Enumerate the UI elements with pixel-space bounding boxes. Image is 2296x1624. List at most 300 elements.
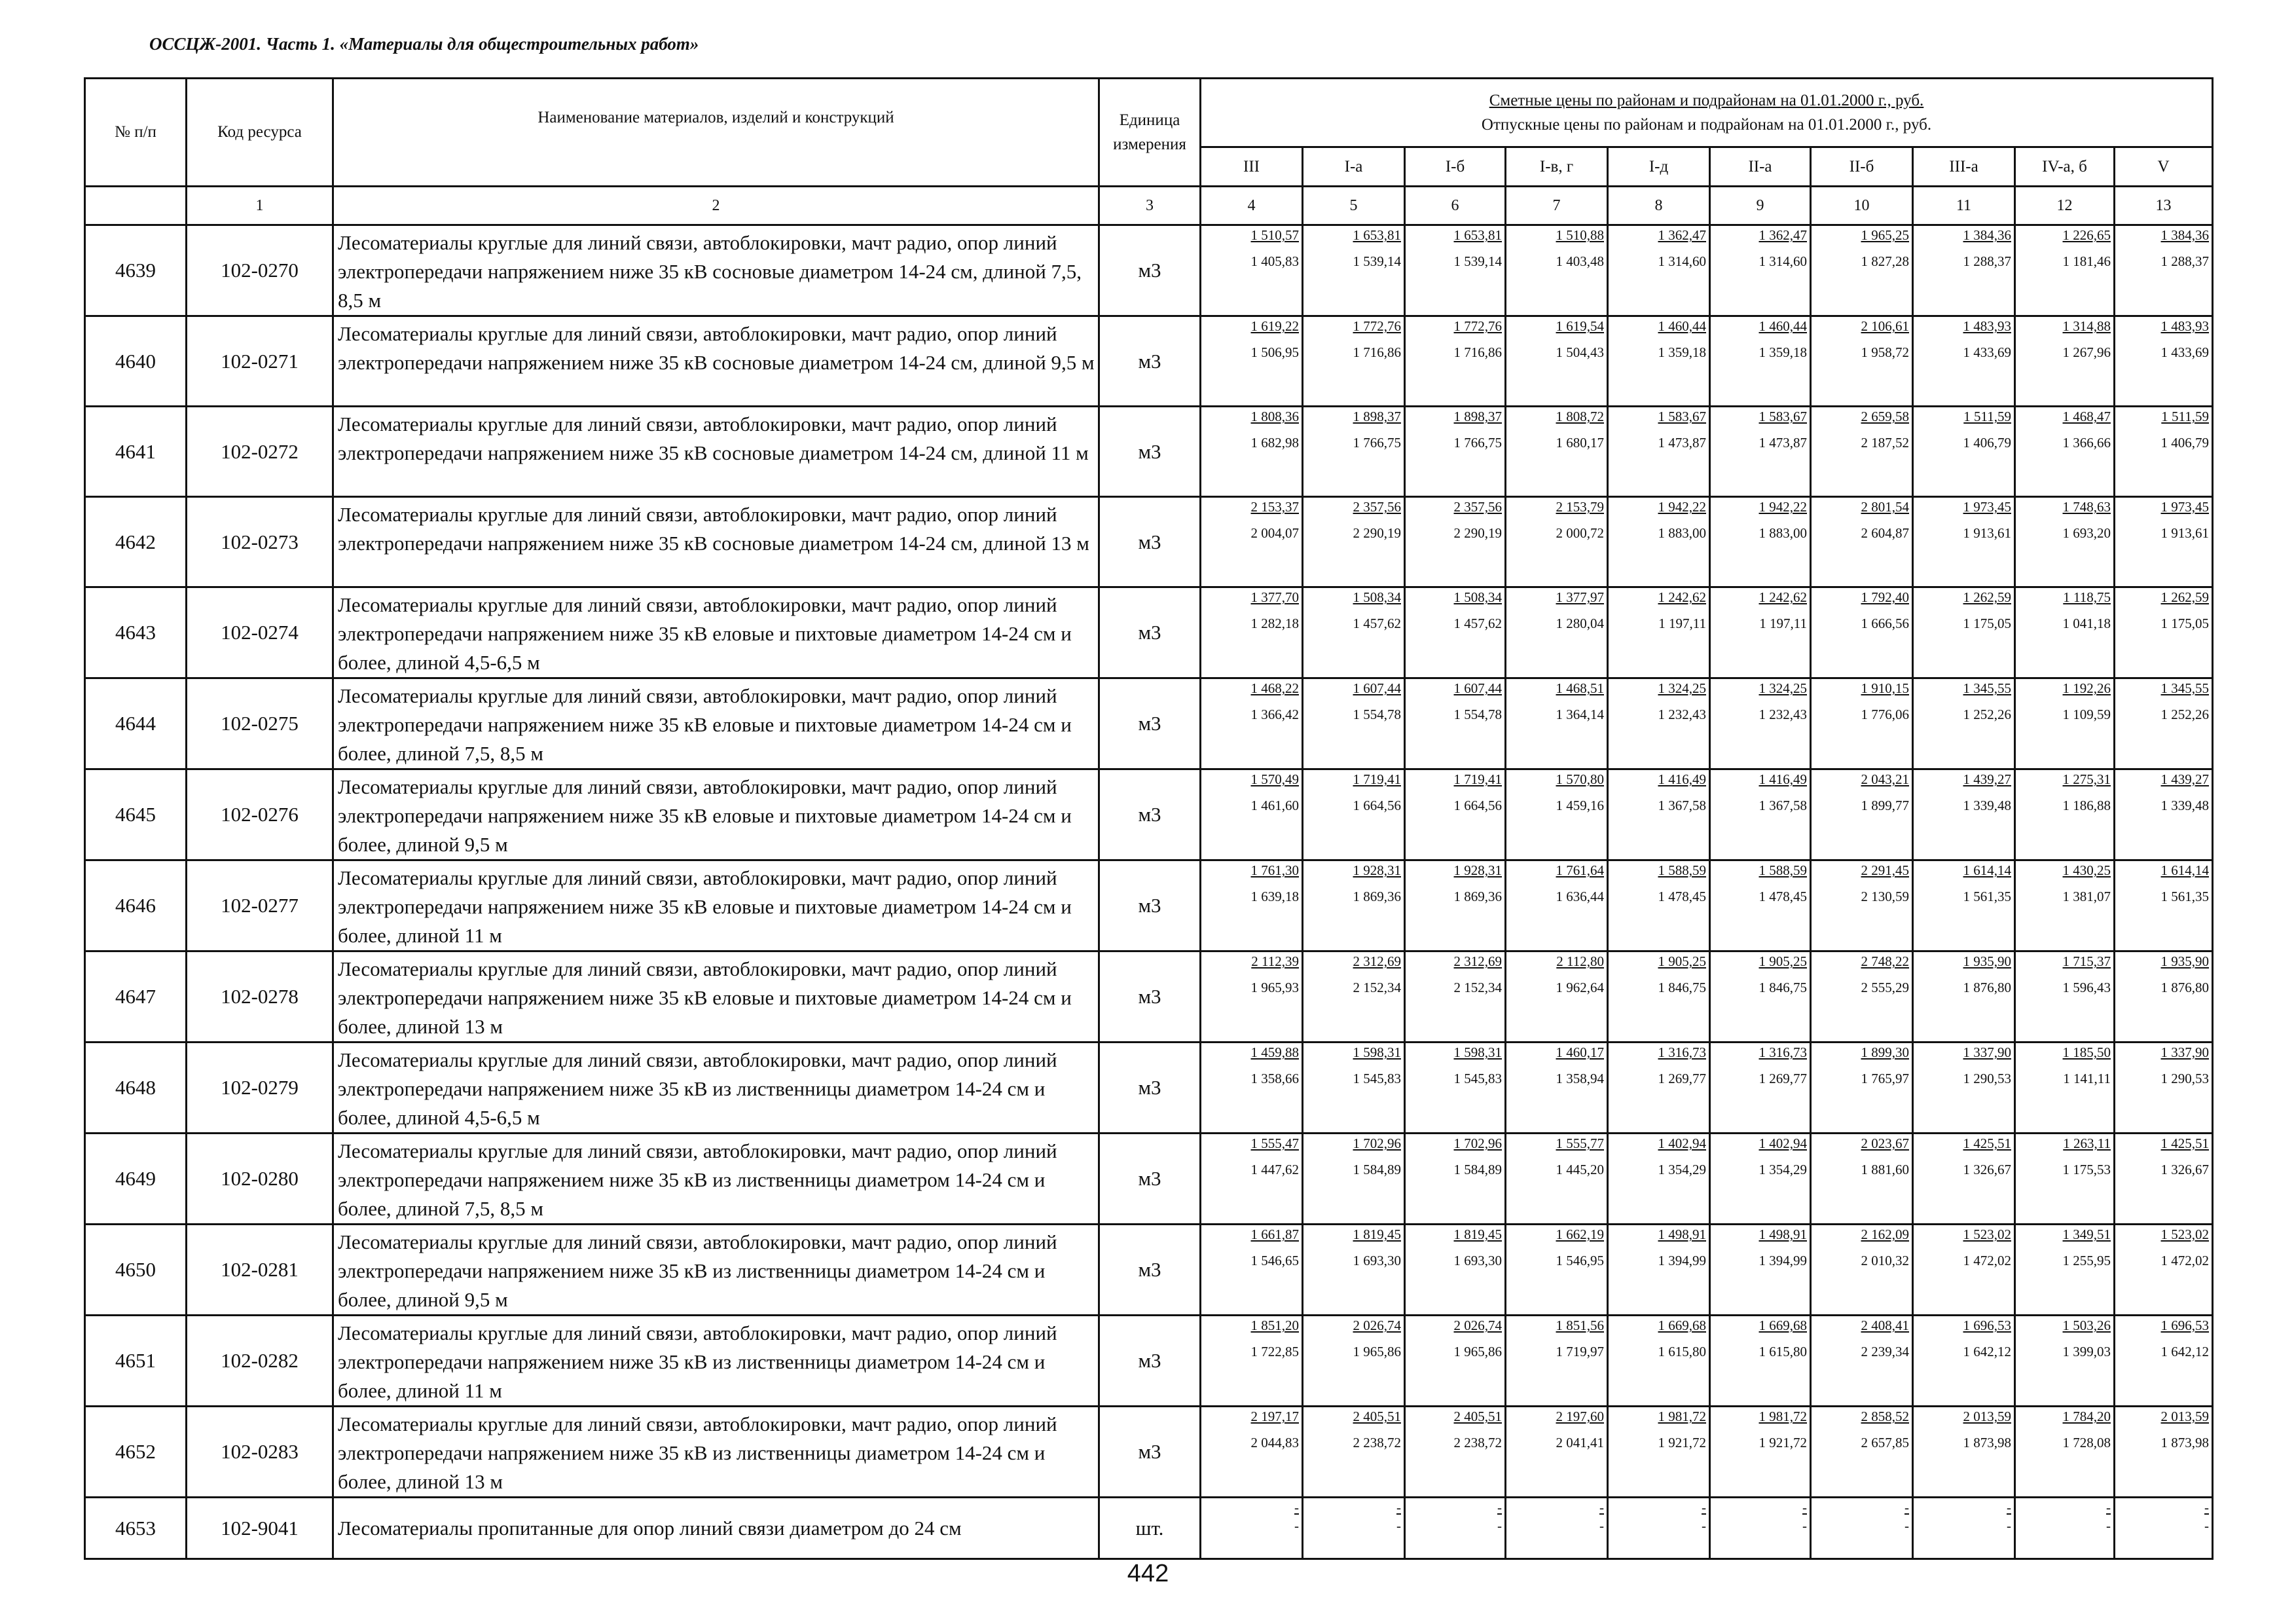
row-number-cell: 4644	[85, 678, 187, 769]
release-price: 2 187,52	[1861, 434, 1909, 451]
release-price: 1 873,98	[2160, 1434, 2210, 1450]
estimate-price: 1 696,53	[1963, 1318, 2011, 1333]
price-cell	[1608, 587, 1710, 678]
estimate-price: 1 935,90	[2160, 953, 2210, 969]
release-price: 1 445,20	[1556, 1161, 1604, 1177]
price-cell	[1811, 860, 1913, 951]
price-cell	[1506, 1316, 1608, 1407]
price-cell	[1506, 1043, 1608, 1134]
estimate-price: 2 405,51	[1353, 1409, 1401, 1424]
estimate-price: 2 162,09	[1861, 1227, 1909, 1242]
price-cell	[1405, 225, 1506, 316]
estimate-price: 1 459,88	[1250, 1044, 1299, 1060]
release-price: 1 716,86	[1353, 344, 1401, 360]
resource-code-cell: 102-0275	[187, 678, 333, 769]
price-cell	[1710, 769, 1811, 860]
price-cell	[2115, 1316, 2213, 1407]
release-price: 1 876,80	[2160, 979, 2210, 995]
estimate-price: 1 460,17	[1556, 1044, 1604, 1060]
estimate-price: 1 377,70	[1250, 589, 1299, 605]
estimate-price: 1 851,56	[1556, 1318, 1604, 1333]
release-price: 2 555,29	[1861, 979, 1909, 995]
release-price: 1 358,94	[1556, 1070, 1604, 1086]
estimate-price: 1 772,76	[1353, 318, 1401, 334]
release-price: 1 041,18	[2062, 615, 2111, 631]
release-price: 1 965,86	[1453, 1343, 1502, 1359]
release-price: 1 394,99	[1658, 1252, 1706, 1268]
estimate-price: 1 402,94	[1758, 1135, 1807, 1151]
release-price: 2 238,72	[1453, 1434, 1502, 1450]
material-name-cell: Лесоматериалы пропитанные для опор линий связи диаметром до 24 см	[333, 1498, 1099, 1559]
table-row	[85, 1225, 2213, 1316]
price-cell	[1303, 1498, 1405, 1559]
row-number-cell: 4646	[85, 860, 187, 951]
price-cell	[2015, 1407, 2115, 1498]
release-price: 1 433,69	[1963, 344, 2011, 360]
estimate-price: 2 112,39	[1251, 953, 1299, 969]
release-price: 1 873,98	[1963, 1434, 2011, 1450]
price-cell	[1506, 1134, 1608, 1225]
release-price: 1 506,95	[1250, 344, 1299, 360]
material-name-cell: Лесоматериалы круглые для линий связи, автоблокировки, мачт радио, опор линий электропередачи напряжением ниже 35 кВ из лиственницы диаметром 14-24 см и более, длиной 4,5-6,5 м	[333, 1043, 1099, 1134]
estimate-price: 2 026,74	[1353, 1318, 1401, 1333]
release-price: -	[1802, 1517, 1807, 1534]
estimate-price: 1 761,30	[1250, 862, 1299, 878]
estimate-price: 1 192,26	[2062, 680, 2111, 696]
price-cell	[1608, 1134, 1710, 1225]
release-price: 1 639,18	[1250, 888, 1299, 904]
estimate-price: 1 619,54	[1556, 318, 1604, 334]
estimate-price: 1 316,73	[1658, 1044, 1706, 1060]
release-price: 1 314,60	[1658, 253, 1706, 269]
estimate-price: 1 819,45	[1353, 1227, 1401, 1242]
estimate-price: 2 748,22	[1861, 953, 1909, 969]
release-price: 1 473,87	[1758, 434, 1807, 451]
release-price: 1 339,48	[2160, 797, 2210, 813]
price-cell	[1303, 1316, 1405, 1407]
price-cell	[2015, 225, 2115, 316]
release-price: 1 728,08	[2062, 1434, 2111, 1450]
estimate-price: 1 337,90	[2160, 1044, 2210, 1060]
price-cell	[1811, 587, 1913, 678]
price-cell	[1303, 587, 1405, 678]
price-cell	[1201, 1043, 1303, 1134]
release-price: -	[1599, 1517, 1604, 1534]
unit-cell: шт.	[1099, 1498, 1201, 1559]
resource-code-cell: 102-0280	[187, 1134, 333, 1225]
estimate-price: 1 792,40	[1861, 589, 1909, 605]
price-cell	[1405, 1498, 1506, 1559]
header-col-code: Код ресурса	[187, 79, 333, 187]
price-cell	[2115, 316, 2213, 407]
release-price: 1 642,12	[1963, 1343, 2011, 1359]
estimate-price: 1 662,19	[1556, 1227, 1604, 1242]
price-cell	[1710, 951, 1811, 1043]
price-cell	[1303, 1043, 1405, 1134]
unit-cell: м3	[1099, 1134, 1201, 1225]
resource-code-cell: 102-0277	[187, 860, 333, 951]
release-price: 1 561,35	[1963, 888, 2011, 904]
price-cell	[1405, 769, 1506, 860]
price-cell	[1405, 678, 1506, 769]
price-cell	[1201, 1225, 1303, 1316]
price-cell	[1201, 587, 1303, 678]
estimate-price: 1 118,75	[2063, 589, 2111, 605]
release-price: 1 776,06	[1861, 706, 1909, 722]
table-row	[85, 1316, 2213, 1407]
header-col-unit: Единица измерения	[1099, 79, 1201, 187]
release-price: 1 459,16	[1556, 797, 1604, 813]
price-cell	[1506, 769, 1608, 860]
price-cell	[1608, 951, 1710, 1043]
price-cell	[1201, 860, 1303, 951]
estimate-price: 1 570,49	[1250, 771, 1299, 787]
release-price: 1 405,83	[1250, 253, 1299, 269]
table-row	[85, 860, 2213, 951]
estimate-price: 1 905,25	[1658, 953, 1706, 969]
price-cell	[1506, 678, 1608, 769]
price-cell	[1608, 860, 1710, 951]
estimate-price: 1 614,14	[2160, 862, 2210, 878]
release-price: 1 141,11	[2063, 1070, 2111, 1086]
price-cell	[1913, 1225, 2015, 1316]
resource-code-cell: 102-0279	[187, 1043, 333, 1134]
material-name-cell: Лесоматериалы круглые для линий связи, автоблокировки, мачт радио, опор линий электропередачи напряжением ниже 35 кВ еловые и пихтовые диаметром 14-24 см и более, длиной 13 м	[333, 951, 1099, 1043]
release-price: 2 152,34	[1453, 979, 1502, 995]
column-number-cell	[85, 187, 187, 225]
row-number-cell: 4641	[85, 407, 187, 497]
release-price: 1 252,26	[2160, 706, 2210, 722]
estimate-price: 1 942,22	[1758, 499, 1807, 515]
estimate-price: 1 607,44	[1353, 680, 1401, 696]
estimate-price: 2 112,80	[1556, 953, 1604, 969]
header-region: I-д	[1608, 147, 1710, 187]
estimate-price: -	[2007, 1500, 2011, 1515]
table-row	[85, 1407, 2213, 1498]
release-price: 1 554,78	[1353, 706, 1401, 722]
release-price: 2 004,07	[1250, 525, 1299, 541]
estimate-price: 2 026,74	[1453, 1318, 1502, 1333]
release-price: 1 461,60	[1250, 797, 1299, 813]
estimate-price: 1 851,20	[1250, 1318, 1299, 1333]
price-cell	[1913, 678, 2015, 769]
price-cell	[1710, 407, 1811, 497]
row-number-cell: 4653	[85, 1498, 187, 1559]
price-cell	[1405, 860, 1506, 951]
price-cell	[2115, 860, 2213, 951]
release-price: 1 539,14	[1453, 253, 1502, 269]
resource-code-cell: 102-9041	[187, 1498, 333, 1559]
row-number-cell: 4649	[85, 1134, 187, 1225]
release-price: -	[2007, 1517, 2011, 1534]
price-cell	[1811, 951, 1913, 1043]
release-price: 1 339,48	[1963, 797, 2011, 813]
estimate-price: 1 748,63	[2062, 499, 2111, 515]
release-price: 1 366,66	[2062, 434, 2111, 451]
price-cell	[2115, 497, 2213, 587]
estimate-price: 1 498,91	[1658, 1227, 1706, 1242]
release-price: 1 381,07	[2062, 888, 2111, 904]
release-price: 1 354,29	[1658, 1161, 1706, 1177]
price-cell	[1506, 951, 1608, 1043]
estimate-price: 1 384,36	[1963, 227, 2011, 243]
estimate-price: 1 928,31	[1353, 862, 1401, 878]
release-price: 1 766,75	[1453, 434, 1502, 451]
estimate-price: 1 588,59	[1758, 862, 1807, 878]
release-price: 1 846,75	[1758, 979, 1807, 995]
column-number-cell: 2	[333, 187, 1099, 225]
estimate-price: 1 702,96	[1453, 1135, 1502, 1151]
price-cell	[1913, 1498, 2015, 1559]
price-cell	[1608, 769, 1710, 860]
release-price: 1 232,43	[1758, 706, 1807, 722]
estimate-price: 2 312,69	[1353, 953, 1401, 969]
price-cell	[1405, 316, 1506, 407]
release-price: 1 288,37	[1963, 253, 2011, 269]
price-cell	[1913, 497, 2015, 587]
price-cell	[2015, 497, 2115, 587]
release-price: 1 197,11	[1759, 615, 1807, 631]
release-price: -	[2106, 1517, 2111, 1534]
estimate-price: 1 460,44	[1758, 318, 1807, 334]
release-price: 1 766,75	[1353, 434, 1401, 451]
estimate-price: 1 973,45	[2160, 499, 2210, 515]
estimate-price: 1 619,22	[1250, 318, 1299, 334]
header-col-no: № п/п	[85, 79, 187, 187]
release-price: 1 478,45	[1758, 888, 1807, 904]
resource-code-cell: 102-0278	[187, 951, 333, 1043]
estimate-price: 1 430,25	[2062, 862, 2111, 878]
material-name-cell: Лесоматериалы круглые для линий связи, автоблокировки, мачт радио, опор линий электропередачи напряжением ниже 35 кВ из лиственницы диаметром 14-24 см и более, длиной 11 м	[333, 1316, 1099, 1407]
estimate-price: 2 312,69	[1453, 953, 1502, 969]
release-price: 2 604,87	[1861, 525, 1909, 541]
price-cell	[2115, 407, 2213, 497]
release-price: 1 545,83	[1453, 1070, 1502, 1086]
release-price: 1 546,95	[1556, 1252, 1604, 1268]
release-price: 1 615,80	[1658, 1343, 1706, 1359]
release-price: 1 765,97	[1861, 1070, 1909, 1086]
header-region: I-б	[1405, 147, 1506, 187]
release-price: 1 561,35	[2160, 888, 2210, 904]
price-cell	[1913, 1134, 2015, 1225]
release-price: 1 197,11	[1658, 615, 1706, 631]
release-price: 1 181,46	[2062, 253, 2111, 269]
price-table	[84, 77, 2214, 1560]
unit-cell: м3	[1099, 407, 1201, 497]
release-price: 1 958,72	[1861, 344, 1909, 360]
release-price: 1 921,72	[1658, 1434, 1706, 1450]
estimate-price: 1 661,87	[1250, 1227, 1299, 1242]
estimate-price: 1 483,93	[1963, 318, 2011, 334]
price-cell	[1303, 316, 1405, 407]
price-cell	[1913, 407, 2015, 497]
price-cell	[1710, 1407, 1811, 1498]
release-price: 1 876,80	[1963, 979, 2011, 995]
unit-cell: м3	[1099, 1043, 1201, 1134]
price-cell	[1710, 497, 1811, 587]
price-cell	[1201, 1316, 1303, 1407]
estimate-price: 2 801,54	[1861, 499, 1909, 515]
header-region: V	[2115, 147, 2213, 187]
column-number-cell: 9	[1710, 187, 1811, 225]
column-number-cell: 6	[1405, 187, 1506, 225]
table-row	[85, 587, 2213, 678]
estimate-price: 1 583,67	[1758, 409, 1807, 424]
release-price: 1 869,36	[1453, 888, 1502, 904]
resource-code-cell: 102-0281	[187, 1225, 333, 1316]
release-price: 1 722,85	[1250, 1343, 1299, 1359]
table-row	[85, 407, 2213, 497]
release-price: 1 326,67	[2160, 1161, 2210, 1177]
release-price: -	[1702, 1517, 1706, 1534]
unit-cell: м3	[1099, 678, 1201, 769]
price-cell	[2115, 1043, 2213, 1134]
material-name-cell: Лесоматериалы круглые для линий связи, автоблокировки, мачт радио, опор линий электропередачи напряжением ниже 35 кВ сосновые диаметром 14-24 см, длиной 7,5, 8,5 м	[333, 225, 1099, 316]
resource-code-cell: 102-0273	[187, 497, 333, 587]
estimate-price: 1 898,37	[1453, 409, 1502, 424]
table-row	[85, 951, 2213, 1043]
release-price: 1 596,43	[2062, 979, 2111, 995]
estimate-price: 1 942,22	[1658, 499, 1706, 515]
price-cell	[1201, 497, 1303, 587]
estimate-price: 1 653,81	[1353, 227, 1401, 243]
release-price: 1 367,58	[1758, 797, 1807, 813]
price-cell	[1710, 316, 1811, 407]
price-cell	[2015, 1225, 2115, 1316]
resource-code-cell: 102-0270	[187, 225, 333, 316]
estimate-price: 1 439,27	[1963, 771, 2011, 787]
estimate-price: 1 314,88	[2062, 318, 2111, 334]
estimate-price: 1 570,80	[1556, 771, 1604, 787]
estimate-price: 1 345,55	[2160, 680, 2210, 696]
table-row	[85, 1043, 2213, 1134]
price-cell	[2115, 678, 2213, 769]
estimate-price: 2 291,45	[1861, 862, 1909, 878]
estimate-price: -	[1294, 1500, 1299, 1515]
price-cell	[1710, 1134, 1811, 1225]
table-row	[85, 497, 2213, 587]
estimate-price: 1 715,37	[2062, 953, 2111, 969]
estimate-price: 2 197,60	[1556, 1409, 1604, 1424]
release-price: -	[2204, 1517, 2210, 1534]
unit-cell: м3	[1099, 587, 1201, 678]
estimate-price: 2 408,41	[1861, 1318, 1909, 1333]
estimate-price: 1 973,45	[1963, 499, 2011, 515]
price-cell	[1303, 225, 1405, 316]
release-price: 1 719,97	[1556, 1343, 1604, 1359]
header-region: II-а	[1710, 147, 1811, 187]
estimate-price: 1 508,34	[1353, 589, 1401, 605]
estimate-price: 2 106,61	[1861, 318, 1909, 334]
price-cell	[1913, 225, 2015, 316]
release-price: 1 546,65	[1250, 1252, 1299, 1268]
price-cell	[2015, 860, 2115, 951]
header-region: I-в, г	[1506, 147, 1608, 187]
price-cell	[1913, 1043, 2015, 1134]
estimate-price: 1 898,37	[1353, 409, 1401, 424]
unit-cell: м3	[1099, 316, 1201, 407]
price-cell	[1405, 1043, 1506, 1134]
release-price: 1 899,77	[1861, 797, 1909, 813]
row-number-cell: 4639	[85, 225, 187, 316]
estimate-price: 1 910,15	[1861, 680, 1909, 696]
price-cell	[1913, 316, 2015, 407]
material-name-cell: Лесоматериалы круглые для линий связи, автоблокировки, мачт радио, опор линий электропередачи напряжением ниже 35 кВ еловые и пихтовые диаметром 14-24 см и более, длиной 7,5, 8,5 м	[333, 678, 1099, 769]
price-cell	[1710, 1498, 1811, 1559]
release-price: -	[1904, 1517, 1909, 1534]
release-price: 1 399,03	[2062, 1343, 2111, 1359]
column-number-cell: 4	[1201, 187, 1303, 225]
price-cell	[1201, 316, 1303, 407]
estimate-price: 1 242,62	[1658, 589, 1706, 605]
release-price: 2 152,34	[1353, 979, 1401, 995]
price-cell	[1506, 1498, 1608, 1559]
price-cell	[1201, 407, 1303, 497]
estimate-price: 2 357,56	[1453, 499, 1502, 515]
release-price: 2 000,72	[1556, 525, 1604, 541]
estimate-price: 1 808,36	[1250, 409, 1299, 424]
price-cell	[1811, 678, 1913, 769]
release-price: 1 883,00	[1658, 525, 1706, 541]
release-price: 1 358,66	[1250, 1070, 1299, 1086]
release-price: 1 252,26	[1963, 706, 2011, 722]
price-cell	[1506, 497, 1608, 587]
estimate-price: 1 316,73	[1758, 1044, 1807, 1060]
material-name-cell: Лесоматериалы круглые для линий связи, автоблокировки, мачт радио, опор линий электропередачи напряжением ниже 35 кВ из лиственницы диаметром 14-24 см и более, длиной 13 м	[333, 1407, 1099, 1498]
header-col-name: Наименование материалов, изделий и конструкций	[333, 79, 1099, 187]
price-cell	[1608, 316, 1710, 407]
price-cell	[1405, 1407, 1506, 1498]
price-cell	[1710, 860, 1811, 951]
release-price: 1 457,62	[1453, 615, 1502, 631]
release-price: 1 504,43	[1556, 344, 1604, 360]
release-price: 2 044,83	[1250, 1434, 1299, 1450]
estimate-price: 2 197,17	[1250, 1409, 1299, 1424]
release-price: 1 433,69	[2160, 344, 2210, 360]
estimate-price: 1 362,47	[1758, 227, 1807, 243]
price-cell	[1506, 860, 1608, 951]
row-number-cell: 4651	[85, 1316, 187, 1407]
price-cell	[1608, 1316, 1710, 1407]
release-price: 1 965,93	[1250, 979, 1299, 995]
release-price: 1 109,59	[2062, 706, 2111, 722]
release-price: 1 921,72	[1758, 1434, 1807, 1450]
estimate-price: 2 858,52	[1861, 1409, 1909, 1424]
release-price: 1 539,14	[1353, 253, 1401, 269]
estimate-price: 1 324,25	[1758, 680, 1807, 696]
column-number-cell: 11	[1913, 187, 2015, 225]
release-price: 1 642,12	[2160, 1343, 2210, 1359]
price-cell	[2015, 1043, 2115, 1134]
estimate-price: 1 349,51	[2062, 1227, 2111, 1242]
release-price: 1 962,64	[1556, 979, 1604, 995]
price-cell	[2015, 1498, 2115, 1559]
table-row	[85, 1134, 2213, 1225]
release-price: 1 290,53	[2160, 1070, 2210, 1086]
estimate-price: 1 899,30	[1861, 1044, 1909, 1060]
release-price: 1 314,60	[1758, 253, 1807, 269]
estimate-price: 1 598,31	[1353, 1044, 1401, 1060]
estimate-price: 1 607,44	[1453, 680, 1502, 696]
column-number-cell: 5	[1303, 187, 1405, 225]
price-cell	[1303, 860, 1405, 951]
estimate-price: 1 345,55	[1963, 680, 2011, 696]
price-cell	[1811, 1407, 1913, 1498]
estimate-price: 1 935,90	[1963, 953, 2011, 969]
price-cell	[1608, 225, 1710, 316]
estimate-price: 1 928,31	[1453, 862, 1502, 878]
estimate-price: 2 153,37	[1250, 499, 1299, 515]
